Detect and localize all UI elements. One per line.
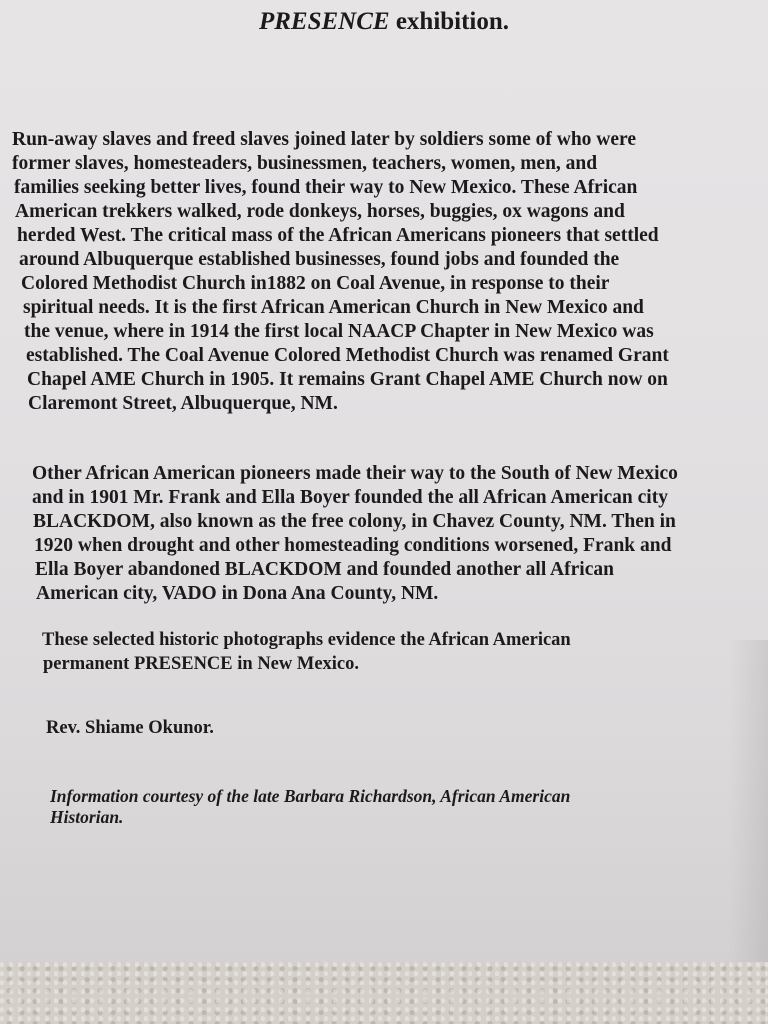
paragraph-line: Ella Boyer abandoned BLACKDOM and founded another all African bbox=[35, 559, 614, 580]
photographs-paragraph bbox=[42, 628, 571, 676]
paragraph-line: permanent PRESENCE in New Mexico. bbox=[43, 654, 360, 674]
paragraph-line: American trekkers walked, rode donkeys, horses, buggies, ox wagons and bbox=[15, 201, 625, 222]
paragraph-line: families seeking better lives, found their way to New Mexico. These African bbox=[14, 177, 638, 198]
title-italic-word: PRESENCE bbox=[258, 8, 390, 35]
credit-line: Information courtesy of the late Barbara Richardson, African American bbox=[50, 786, 571, 806]
blackdom-paragraph bbox=[32, 462, 678, 606]
paragraph-line: Claremont Street, Albuquerque, NM. bbox=[28, 393, 338, 414]
paragraph-line: the venue, where in 1914 the first local NAACP Chapter in New Mexico was bbox=[24, 321, 654, 342]
history-paragraph bbox=[0, 128, 669, 416]
source-credit bbox=[50, 786, 570, 828]
paragraph-line: BLACKDOM, also known as the free colony, in Chavez County, NM. Then in bbox=[33, 511, 676, 532]
paragraph-line: and in 1901 Mr. Frank and Ella Boyer founded the all African American city bbox=[32, 487, 668, 508]
credit-line: Historian. bbox=[50, 807, 124, 827]
paragraph-line: Chapel AME Church in 1905. It remains Grant Chapel AME Church now on bbox=[27, 369, 668, 390]
placard-shadow bbox=[728, 640, 768, 962]
author-signature: Rev. Shiame Okunor. bbox=[46, 718, 214, 738]
paragraph-line: former slaves, homesteaders, businessmen, teachers, women, men, and bbox=[12, 153, 598, 174]
paragraph-line: Colored Methodist Church in1882 on Coal Avenue, in response to their bbox=[21, 273, 610, 294]
paragraph-line: Run-away slaves and freed slaves joined later by soldiers some of who were bbox=[12, 129, 636, 150]
textured-wall bbox=[0, 962, 768, 1024]
paragraph-line: These selected historic photographs evidence the African American bbox=[42, 630, 571, 650]
paragraph-line: American city, VADO in Dona Ana County, NM. bbox=[36, 583, 439, 604]
paragraph-line: 1920 when drought and other homesteading conditions worsened, Frank and bbox=[34, 535, 672, 556]
paragraph-line: herded West. The critical mass of the African Americans pioneers that settled bbox=[17, 225, 659, 246]
paragraph-line: spiritual needs. It is the first African American Church in New Mexico and bbox=[23, 297, 644, 318]
paragraph-line: established. The Coal Avenue Colored Methodist Church was renamed Grant bbox=[26, 345, 669, 366]
placard-title bbox=[0, 8, 768, 36]
paragraph-line: around Albuquerque established businesses, found jobs and founded the bbox=[19, 249, 620, 270]
paragraph-line: Other African American pioneers made their way to the South of New Mexico bbox=[32, 463, 678, 484]
title-rest: exhibition. bbox=[389, 8, 510, 35]
